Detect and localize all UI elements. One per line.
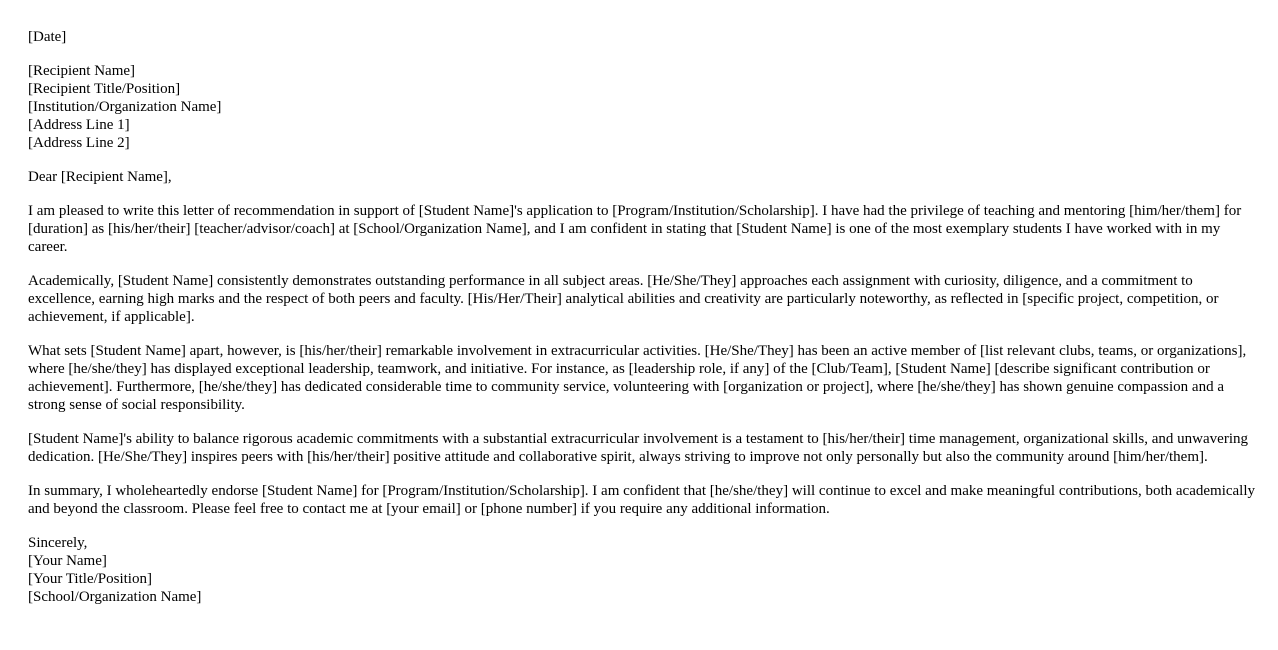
body-paragraph-academics: Academically, [Student Name] consistently demonstrates outstanding performance in all subject areas. [He/She/They] approaches each assignment with curiosity, diligence, and a commitment to excellence, earning high marks and the respect of both peers and faculty. [His/Her/Their] analytical abilities and creativity are particularly noteworthy, as reflected in [specific project, competition, or achievement, if applicable]. xyxy=(28,273,1219,325)
recipient-name: [Recipient Name] xyxy=(28,63,136,79)
signature-block xyxy=(28,534,1256,606)
recipient-address-line-2: [Address Line 2] xyxy=(28,135,130,151)
recipient-institution: [Institution/Organization Name] xyxy=(28,99,222,115)
recipient-address-line-1: [Address Line 1] xyxy=(28,117,130,133)
salutation: Dear [Recipient Name], xyxy=(28,169,172,185)
signer-organization: [School/Organization Name] xyxy=(28,589,202,605)
body-paragraph-balance: [Student Name]'s ability to balance rigorous academic commitments with a substantial extracurricular involvement is a testament to [his/her/their] time management, organizational skills, and unwavering dedication. [He/She/They] inspires peers with [his/her/their] positive attitude and collaborative spirit, always striving to improve not only personally but also the community around [him/her/them]. xyxy=(28,431,1248,465)
date-text: [Date] xyxy=(28,29,67,45)
signer-name: [Your Name] xyxy=(28,553,107,569)
signer-title: [Your Title/Position] xyxy=(28,571,152,587)
body-paragraph-introduction: I am pleased to write this letter of recommendation in support of [Student Name]'s application to [Program/Institution/Scholarship]. I have had the privilege of teaching and mentoring [him/her/them] for [duration] as [his/her/their] [teacher/advisor/coach] at [School/Organization Name], and I am confident in stating that [Student Name] is one of the most exemplary students I have worked with in my career. xyxy=(28,203,1242,255)
letter-document xyxy=(28,28,1256,606)
recipient-title: [Recipient Title/Position] xyxy=(28,81,181,97)
recipient-address-block xyxy=(28,62,1256,152)
body-paragraph-summary: In summary, I wholeheartedly endorse [Student Name] for [Program/Institution/Scholarship]. I am confident that [he/she/they] will continue to excel and make meaningful contributions, both academically and beyond the classroom. Please feel free to contact me at [your email] or [phone number] if you require any additional information. xyxy=(28,483,1256,517)
letter-date xyxy=(28,28,1256,46)
body-paragraph-extracurricular: What sets [Student Name] apart, however, is [his/her/their] remarkable involvement in extracurricular activities. [He/She/They] has been an active member of [list relevant clubs, teams, or organizations], where [he/she/they] has displayed exceptional leadership, teamwork, and initiative. For instance, as [leadership role, if any] of the [Club/Team], [Student Name] [describe significant contribution or achievement]. Furthermore, [he/she/they] has dedicated considerable time to community service, volunteering with [organization or project], where [he/she/they] has shown genuine compassion and a strong sense of social responsibility. xyxy=(28,343,1247,413)
valediction: Sincerely, xyxy=(28,535,88,551)
